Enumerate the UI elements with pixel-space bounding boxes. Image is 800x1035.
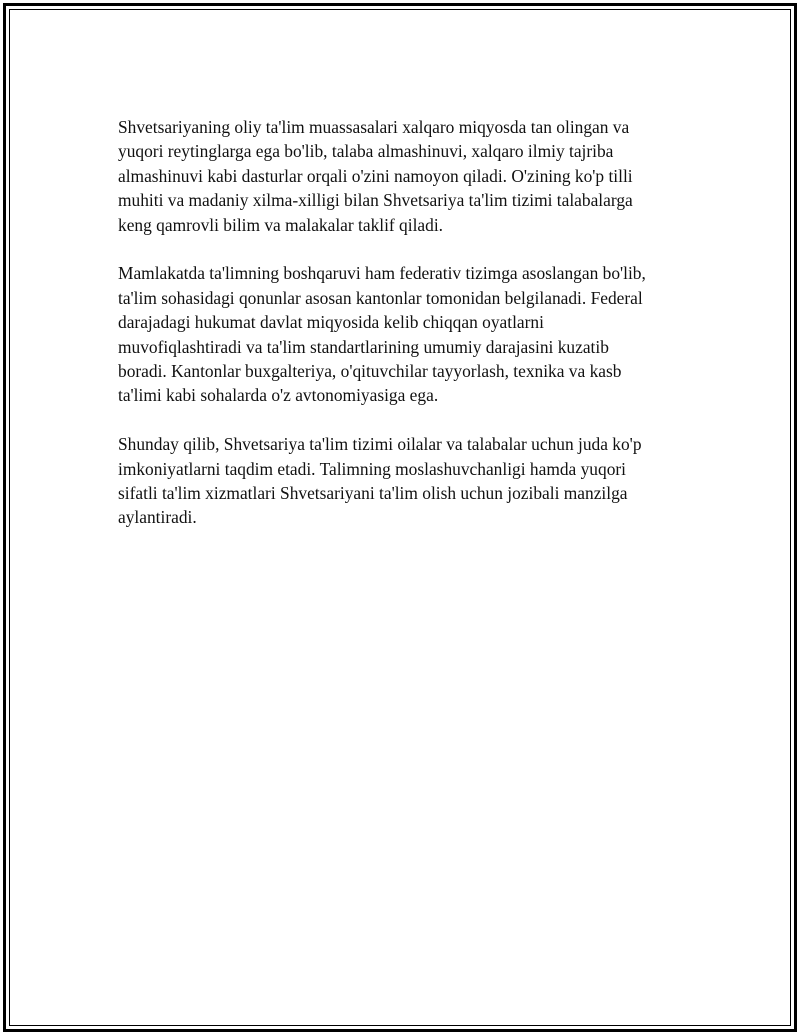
text-line: Shunday qilib, Shvetsariya ta'lim tizimi oilalar va talabalar uchun juda ko'p — [118, 434, 642, 455]
paragraph-1 — [118, 115, 678, 237]
text-line: imkoniyatlarni taqdim etadi. Talimning moslashuvchanligi hamda yuqori — [118, 458, 627, 479]
text-line: Mamlakatda ta'limning boshqaruvi ham federativ tizimga asoslangan bo'lib, — [118, 263, 646, 284]
text-line: darajadagi hukumat davlat miqyosida kelib chiqqan oyatlarni — [118, 312, 544, 333]
text-line: ta'lim sohasidagi qonunlar asosan kantonlar tomonidan belgilanadi. Federal — [118, 287, 643, 308]
text-line: ta'limi kabi sohalarda o'z avtonomiyasiga ega. — [118, 385, 439, 406]
text-line: Shvetsariyaning oliy ta'lim muassasalari xalqaro miqyosda tan olingan va — [118, 117, 630, 137]
text-line: muhiti va madaniy xilma-xilligi bilan Shvetsariya ta'lim tizimi talabalarga — [118, 190, 633, 211]
text-line: sifatli ta'lim xizmatlari Shvetsariyani ta'lim olish uchun jozibali manzilga — [118, 483, 628, 504]
text-line: muvofiqlashtiradi va ta'lim standartlarining umumiy darajasini kuzatib — [118, 336, 609, 357]
paragraph-3 — [118, 432, 678, 530]
document-body — [118, 115, 678, 554]
paragraph-2 — [118, 261, 678, 407]
text-line: boradi. Kantonlar buxgalteriya, o'qituvchilar tayyorlash, texnika va kasb — [118, 361, 622, 382]
text-line: aylantiradi. — [118, 507, 197, 528]
text-line: keng qamrovli bilim va malakalar taklif qiladi. — [118, 214, 444, 235]
text-line: almashinuvi kabi dasturlar orqali o'zini namoyon qiladi. O'zining ko'p tilli — [118, 165, 633, 186]
text-line: yuqori reytinglarga ega bo'lib, talaba almashinuvi, xalqaro ilmiy tajriba — [118, 141, 614, 162]
